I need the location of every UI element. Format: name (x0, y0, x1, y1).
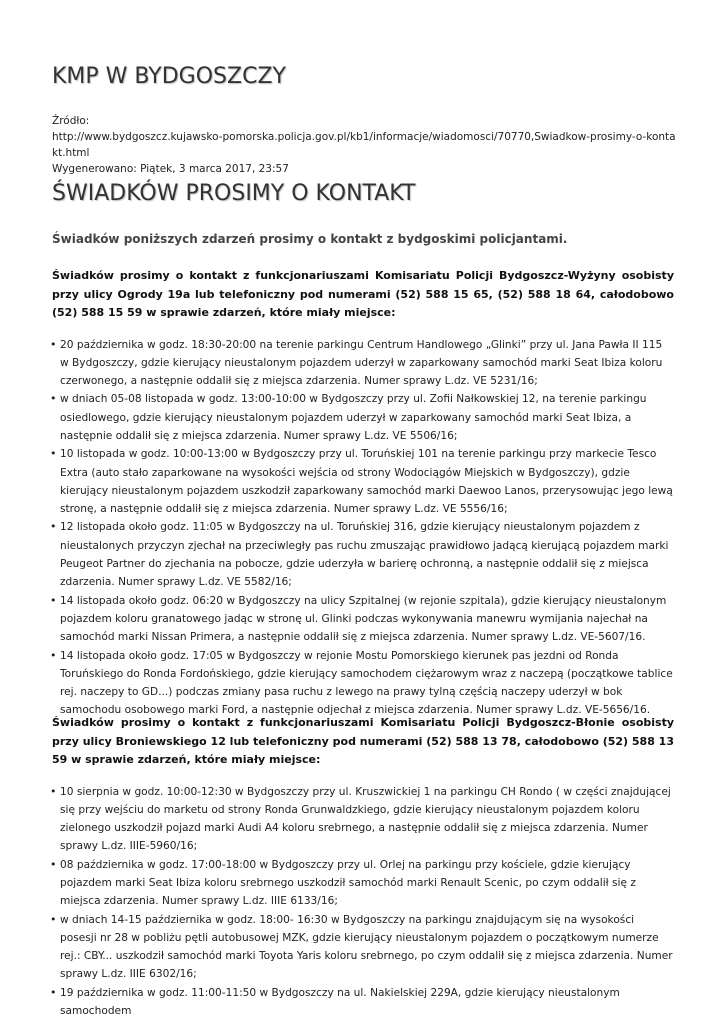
incident-list (52, 336, 674, 720)
source-label: Źródło: (52, 115, 90, 127)
list-item: • w dniach 05-08 listopada w godz. 13:00-10:00 w Bydgoszczy przy ul. Zofii Nałkowskiej 12, na terenie parkingu osiedlowego, gdzie kierujący nieustalonym pojazdem uderzył w zaparkowany samochód marki Seat Ibiza, a następnie oddalił się z miejsca zdarzenia. Numer sprawy L.dz. VE 5506/16; (52, 390, 674, 445)
article-title: ŚWIADKÓW PROSIMY O KONTAKT (52, 181, 416, 206)
source-url: http://www.bydgoszcz.kujawsko-pomorska.policja.gov.pl/kb1/informacje/wiadomosci/70770,Swiadkow-prosimy-o-kontakt.html (52, 131, 676, 159)
list-item: • 19 października w godz. 11:00-11:50 w Bydgoszczy na ul. Nakielskiej 229A, gdzie kierujący nieustalonym samochodem (52, 984, 674, 1021)
section-heading: Świadków prosimy o kontakt z funkcjonariuszami Komisariatu Policji Bydgoszcz-Wyżyny osobisty przy ulicy Ogrody 19a lub telefoniczny pod numerami (52) 588 15 65, (52) 588 18 64, całodobowo (52) 588 15 59 w sprawie zdarzeń, które miały miejsce: (52, 269, 674, 319)
list-item: • 10 sierpnia w godz. 10:00-12:30 w Bydgoszczy przy ul. Kruszwickiej 1 na parkingu CH Rondo ( w części znajdującej się przy wejściu do marketu od strony Ronda Grunwaldzkiego, gdzie kierujący nieustalonym pojazdem koloru zielonego uszkodził pojazd marki Audi A4 koloru srebrnego, a następnie oddalił się z miejsca zdarzenia. Numer sprawy L.dz. IIIE-5960/16; (52, 783, 674, 856)
list-item: • 08 października w godz. 17:00-18:00 w Bydgoszczy przy ul. Orlej na parkingu przy kościele, gdzie kierujący pojazdem marki Seat Ibiza koloru srebrnego uszkodził samochód marki Renault Scenic, po czym oddalił się z miejsca zdarzenia. Numer sprawy L.dz. IIIE 6133/16; (52, 856, 674, 911)
document-meta (52, 113, 677, 177)
list-item: • 20 października w godz. 18:30-20:00 na terenie parkingu Centrum Handlowego „Glinki” przy ul. Jana Pawła II 115 w Bydgoszczy, gdzie kierujący nieustalonym pojazdem uderzył w zaparkowany samochód marki Seat Ibiza koloru czerwonego, a następnie oddalił się z miejsca zdarzenia. Numer sprawy L.dz. VE 5231/16; (52, 336, 674, 391)
list-item: • 14 listopada około godz. 06:20 w Bydgoszczy na ulicy Szpitalnej (w rejonie szpitala), gdzie kierujący nieustalonym pojazdem koloru granatowego jadąc w stronę ul. Glinki podczas wykonywania manewru wymijania najechał na samochód marki Nissan Primera, a następnie oddalił się z miejsca zdarzenia. Numer sprawy L.dz. VE-5607/16. (52, 592, 674, 647)
section-wyzyny (52, 267, 674, 720)
section-heading: Świadków prosimy o kontakt z funkcjonariuszami Komisariatu Policji Bydgoszcz-Błonie osobisty przy ulicy Broniewskiego 12 lub telefoniczny pod numerami (52) 588 13 78, całodobowo (52) 588 13 59 w sprawie zdarzeń, które miały miejsce: (52, 716, 674, 766)
site-title: KMP W BYDGOSZCZY (52, 64, 286, 89)
list-item: • 14 listopada około godz. 17:05 w Bydgoszczy w rejonie Mostu Pomorskiego kierunek pas jezdni od Ronda Toruńskiego do Ronda Fordońskiego, gdzie kierujący samochodem ciężarowym wraz z naczepą (początkowe tablice rej. naczepy to GD...) podczas zmiany pasa ruchu z lewego na prawy tylną częścią naczepy uderzył w bok samochodu osobowego marki Ford, a następnie odjechał z miejsca zdarzenia. Numer sprawy L.dz. VE-5656/16. (52, 647, 674, 720)
article-lead: Świadków poniższych zdarzeń prosimy o kontakt z bydgoskimi policjantami. (52, 232, 568, 246)
incident-list (52, 783, 674, 1021)
list-item: • w dniach 14-15 października w godz. 18:00- 16:30 w Bydgoszczy na parkingu znajdującym się na wysokości posesji nr 28 w pobliżu pętli autobusowej MZK, gdzie kierujący nieustalonym pojazdem o początkowym numerze rej.: CBY... uszkodził samochód marki Toyota Yaris koloru srebrnego, po czym oddalił się z miejsca zdarzenia. Numer sprawy L.dz. IIIE 6302/16; (52, 911, 674, 984)
generated-date: Wygenerowano: Piątek, 3 marca 2017, 23:57 (52, 163, 289, 175)
list-item: • 12 listopada około godz. 11:05 w Bydgoszczy na ul. Toruńskiej 316, gdzie kierujący nieustalonym pojazdem z nieustalonych przyczyn zjechał na przeciwległy pas ruchu zmuszając prawidłowo jadącą kierującą pojazdem marki Peugeot Partner do zjechania na pobocze, gdzie uderzyła w barierę ochronną, a następnie oddalił się z miejsca zdarzenia. Numer sprawy L.dz. VE 5582/16; (52, 518, 674, 591)
list-item: • 10 listopada w godz. 10:00-13:00 w Bydgoszczy przy ul. Toruńskiej 101 na terenie parkingu przy markecie Tesco Extra (auto stało zaparkowane na wysokości wejścia od strony Wodociągów Miejskich w Bydgoszczy), gdzie kierujący nieustalonym pojazdem uszkodził zaparkowany samochód marki Daewoo Lanos, przerysowując jego lewą stronę, a następnie oddalił się z miejsca zdarzenia. Numer sprawy L.dz. VE 5556/16; (52, 445, 674, 518)
section-blonie (52, 714, 674, 1020)
